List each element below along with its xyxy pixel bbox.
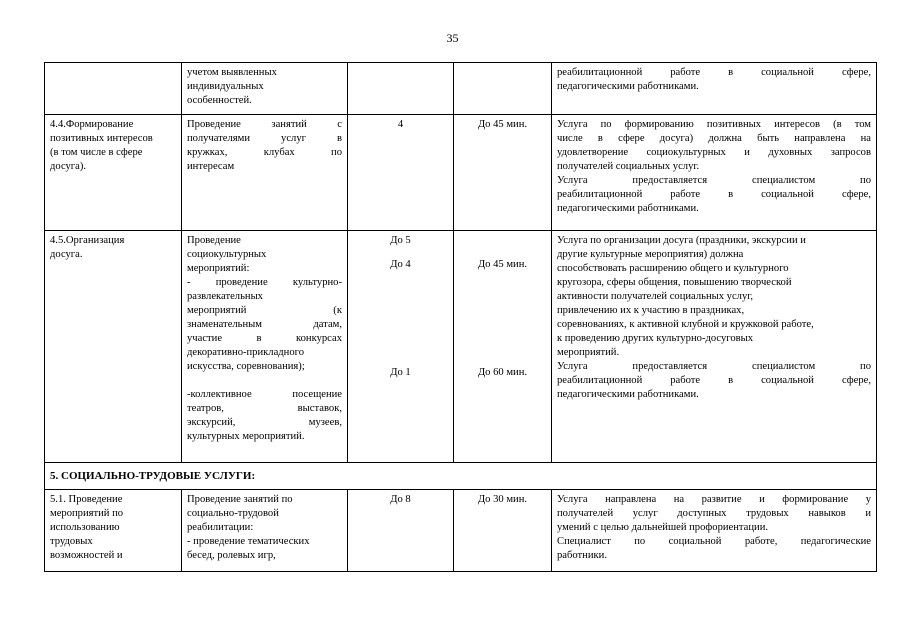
cell-spacer [187,374,342,388]
cell-line: социально-трудовой [187,508,279,519]
cell-line: другие культурные мероприятия) должна [557,249,744,260]
table-row [45,63,877,115]
cell-line: досуга. [50,249,83,260]
service-content-cell [182,63,348,115]
cell-line: педагогическими работниками. [557,389,699,400]
cell-line: числе в сфере досуга) должна быть направлена на [557,133,871,144]
cell-line: досуга). [50,161,87,172]
cell-line: кружках, клубах по [187,147,342,158]
cell-line: реабилитации: [187,522,254,533]
cell-line: педагогическими работниками. [557,203,699,214]
service-content-cell [182,231,348,463]
cell-line: умений с целью дальнейшей профориентации. [557,522,769,533]
cell-line: мероприятий по [50,508,124,519]
cell-line: позитивных интересов [50,133,153,144]
cell-line: Проведение занятий по [187,494,293,505]
cell-line: получателями услуг в [187,133,342,144]
cell-line: Услуга предоставляется специалистом по [557,175,871,186]
cell-line: получателей услуг доступных трудовых навыков и [557,508,871,519]
cell-line: До 45 мин. [477,119,528,130]
cell-line: Проведение занятий с [187,119,342,130]
table-row [45,490,877,572]
cell-line: театров, выставок, [187,403,342,414]
cell-line: участие в конкурсах [187,333,342,344]
duration-cell [454,115,552,231]
cell-line: интересам [187,161,235,172]
cell-line: кругозора, сферы общения, повышению творческой [557,277,792,288]
service-name-cell [45,63,182,115]
cell-line: - проведение тематических [187,536,310,547]
cell-line: 4 [397,119,404,130]
section-title: 5. СОЦИАЛЬНО-ТРУДОВЫЕ УСЛУГИ: [45,463,877,490]
cell-line: культурных мероприятий. [187,431,305,442]
cell-line: Услуга по организации досуга (праздники, экскурсии и [557,235,806,246]
volume-cell [348,231,454,463]
description-cell [552,490,877,572]
volume-cell [348,115,454,231]
cell-line: 4.4.Формирование [50,119,134,130]
cell-line: Услуга по формированию позитивных интересов (в том [557,119,871,130]
table-row [45,231,877,463]
cell-line: индивидуальных [187,81,264,92]
page-number: 35 [446,31,459,45]
cell-line: декоративно-прикладного [187,347,305,358]
cell-line: к проведению других культурно-досуговых [557,333,754,344]
cell-line: мероприятий: [187,263,250,274]
cell-line: бесед, ролевых игр, [187,550,276,561]
cell-line: получателей социальных услуг. [557,161,700,172]
cell-line: Проведение [187,235,241,246]
cell-line: знаменательным датам, [187,319,342,330]
cell-line: развлекательных [187,291,263,302]
cell-line: социокультурных [187,249,267,260]
service-content-cell [182,115,348,231]
cell-line: -коллективное посещение [187,389,342,400]
cell-line: соревнованиях, к активной клубной и кружковой работе, [557,319,814,330]
cell-line: До 1 [390,367,411,378]
cell-line: использованию [50,522,120,533]
cell-line: мероприятий. [557,347,620,358]
cell-line: 4.5.Организация [50,235,125,246]
cell-line: экскурсий, музеев, [187,417,342,428]
cell-line: реабилитационной работе в социальной сфере, [557,189,871,200]
table-row [45,115,877,231]
cell-line: учетом выявленных [187,67,277,78]
cell-line: активности получателей социальных услуг, [557,291,754,302]
cell-line: привлечению их к участию в праздниках, [557,305,745,316]
cell-line: Услуга направлена на развитие и формирование у [557,494,871,505]
service-content-cell [182,490,348,572]
services-table [44,62,877,572]
cell-line: До 8 [390,494,411,505]
cell-line: До 5 [390,235,411,246]
cell-line: возможностей и [50,550,123,561]
cell-line: трудовых [50,536,93,547]
cell-line: искусства, соревнования); [187,361,305,372]
cell-line: До 4 [390,259,411,270]
cell-line: Услуга предоставляется специалистом по [557,361,871,372]
section-row [45,463,877,490]
cell-line: (в том числе в сфере [50,147,143,158]
cell-line: 5.1. Проведение [50,494,123,505]
cell-line: работники. [557,550,607,561]
cell-line: До 45 мин. [477,259,528,270]
volume-cell [348,63,454,115]
service-name-cell [45,115,182,231]
cell-line: способствовать расширению общего и культурного [557,263,789,274]
cell-line: мероприятий (к [187,305,342,316]
cell-line: До 30 мин. [477,494,528,505]
cell-line: педагогическими работниками. [557,81,699,92]
cell-line: реабилитационной работе в социальной сфере, [557,375,871,386]
duration-cell [454,231,552,463]
duration-cell [454,63,552,115]
cell-line: - проведение культурно- [187,277,342,288]
volume-cell [348,490,454,572]
cell-line: удовлетворение социокультурных и духовных запросов [557,147,871,158]
service-name-cell [45,490,182,572]
description-cell [552,231,877,463]
cell-line: Специалист по социальной работе, педагогические [557,536,871,547]
cell-line: До 60 мин. [477,367,528,378]
cell-line: особенностей. [187,95,252,106]
service-name-cell [45,231,182,463]
description-cell [552,63,877,115]
description-cell [552,115,877,231]
cell-line: реабилитационной работе в социальной сфере, [557,67,871,78]
duration-cell [454,490,552,572]
